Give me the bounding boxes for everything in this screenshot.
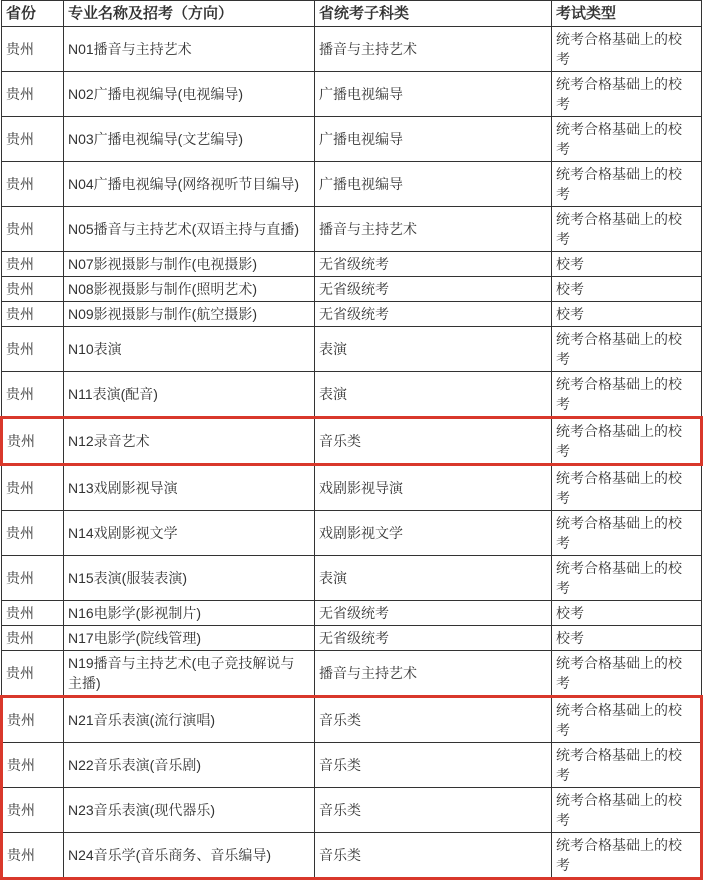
table-cell: 统考合格基础上的校考	[552, 162, 702, 207]
table-cell: N11表演(配音)	[64, 372, 315, 418]
table-cell: 播音与主持艺术	[315, 651, 552, 697]
table-cell: 统考合格基础上的校考	[552, 72, 702, 117]
table-cell: 音乐类	[315, 833, 552, 879]
table-cell: 贵州	[2, 465, 64, 511]
table-cell: 贵州	[2, 117, 64, 162]
table-cell: N22音乐表演(音乐剧)	[64, 743, 315, 788]
column-header: 专业名称及招考（方向）	[64, 1, 315, 27]
table-cell: N01播音与主持艺术	[64, 27, 315, 72]
row-group	[2, 465, 702, 697]
table-cell: N03广播电视编导(文艺编导)	[64, 117, 315, 162]
table-row	[2, 626, 702, 651]
table-cell: N04广播电视编导(网络视听节目编导)	[64, 162, 315, 207]
table-cell: 统考合格基础上的校考	[552, 27, 702, 72]
table-row	[2, 833, 702, 879]
table-row	[2, 743, 702, 788]
table-cell: N21音乐表演(流行演唱)	[64, 697, 315, 743]
table-cell: 统考合格基础上的校考	[552, 372, 702, 418]
table-cell: N10表演	[64, 327, 315, 372]
table-cell: 贵州	[2, 27, 64, 72]
table-cell: 统考合格基础上的校考	[552, 207, 702, 252]
table-row	[2, 418, 702, 465]
table-cell: 贵州	[2, 833, 64, 879]
table-cell: 统考合格基础上的校考	[552, 556, 702, 601]
table-row	[2, 651, 702, 697]
table-cell: 贵州	[2, 327, 64, 372]
table-row	[2, 327, 702, 372]
table-row	[2, 556, 702, 601]
table-cell: N09影视摄影与制作(航空摄影)	[64, 302, 315, 327]
table-cell: 音乐类	[315, 697, 552, 743]
table-cell: N15表演(服装表演)	[64, 556, 315, 601]
column-header: 省份	[2, 1, 64, 27]
table-row	[2, 162, 702, 207]
table-cell: 无省级统考	[315, 252, 552, 277]
table-cell: 统考合格基础上的校考	[552, 651, 702, 697]
table-cell: 贵州	[2, 601, 64, 626]
table-cell: 贵州	[2, 277, 64, 302]
table-cell: N14戏剧影视文学	[64, 511, 315, 556]
table-cell: 贵州	[2, 651, 64, 697]
table-cell: 广播电视编导	[315, 117, 552, 162]
table-cell: 校考	[552, 626, 702, 651]
table-cell: 统考合格基础上的校考	[552, 833, 702, 879]
table-cell: 统考合格基础上的校考	[552, 743, 702, 788]
table-row	[2, 72, 702, 117]
table-cell: 校考	[552, 302, 702, 327]
header-row	[2, 1, 702, 27]
table-cell: 音乐类	[315, 418, 552, 465]
table-cell: 统考合格基础上的校考	[552, 117, 702, 162]
table-cell: N24音乐学(音乐商务、音乐编导)	[64, 833, 315, 879]
table-cell: 广播电视编导	[315, 72, 552, 117]
table-row	[2, 511, 702, 556]
table-cell: 贵州	[2, 556, 64, 601]
table-cell: 贵州	[2, 418, 64, 465]
table-cell: 戏剧影视导演	[315, 465, 552, 511]
table-header	[2, 1, 702, 27]
highlighted-row-group	[2, 697, 702, 879]
table-row	[2, 27, 702, 72]
table-cell: 校考	[552, 277, 702, 302]
table-row	[2, 697, 702, 743]
table-cell: 贵州	[2, 743, 64, 788]
table-cell: 统考合格基础上的校考	[552, 511, 702, 556]
table-cell: N07影视摄影与制作(电视摄影)	[64, 252, 315, 277]
table-row	[2, 117, 702, 162]
table-cell: 统考合格基础上的校考	[552, 788, 702, 833]
table-cell: N02广播电视编导(电视编导)	[64, 72, 315, 117]
column-header: 省统考子科类	[315, 1, 552, 27]
table-cell: 音乐类	[315, 743, 552, 788]
table-cell: 贵州	[2, 697, 64, 743]
table-cell: 贵州	[2, 788, 64, 833]
table-cell: 表演	[315, 372, 552, 418]
table-cell: N13戏剧影视导演	[64, 465, 315, 511]
table-cell: 无省级统考	[315, 626, 552, 651]
table-cell: 统考合格基础上的校考	[552, 327, 702, 372]
table-row	[2, 465, 702, 511]
table-cell: 戏剧影视文学	[315, 511, 552, 556]
table-cell: 统考合格基础上的校考	[552, 465, 702, 511]
table-cell: 贵州	[2, 162, 64, 207]
table-cell: N16电影学(影视制片)	[64, 601, 315, 626]
table-cell: 音乐类	[315, 788, 552, 833]
table-cell: 校考	[552, 252, 702, 277]
table-cell: 贵州	[2, 302, 64, 327]
column-header: 考试类型	[552, 1, 702, 27]
row-group	[2, 27, 702, 418]
table-cell: N23音乐表演(现代器乐)	[64, 788, 315, 833]
table-cell: 统考合格基础上的校考	[552, 697, 702, 743]
table-cell: 表演	[315, 556, 552, 601]
table-row	[2, 302, 702, 327]
table-cell: N17电影学(院线管理)	[64, 626, 315, 651]
table-row	[2, 372, 702, 418]
table-cell: 无省级统考	[315, 601, 552, 626]
table-row	[2, 601, 702, 626]
table-row	[2, 252, 702, 277]
table-cell: 统考合格基础上的校考	[552, 418, 702, 465]
table-cell: 播音与主持艺术	[315, 207, 552, 252]
table-cell: 贵州	[2, 626, 64, 651]
table-row	[2, 277, 702, 302]
table-cell: N12录音艺术	[64, 418, 315, 465]
highlighted-row-group	[2, 418, 702, 465]
table-cell: 广播电视编导	[315, 162, 552, 207]
table-cell: 无省级统考	[315, 302, 552, 327]
table-cell: 贵州	[2, 207, 64, 252]
table-cell: 贵州	[2, 72, 64, 117]
table-cell: N19播音与主持艺术(电子竞技解说与主播)	[64, 651, 315, 697]
table-cell: N05播音与主持艺术(双语主持与直播)	[64, 207, 315, 252]
table-cell: N08影视摄影与制作(照明艺术)	[64, 277, 315, 302]
table-row	[2, 207, 702, 252]
table-cell: 校考	[552, 601, 702, 626]
table-cell: 贵州	[2, 372, 64, 418]
table-cell: 播音与主持艺术	[315, 27, 552, 72]
table-cell: 贵州	[2, 252, 64, 277]
table-cell: 无省级统考	[315, 277, 552, 302]
table-cell: 贵州	[2, 511, 64, 556]
table-cell: 表演	[315, 327, 552, 372]
table-row	[2, 788, 702, 833]
